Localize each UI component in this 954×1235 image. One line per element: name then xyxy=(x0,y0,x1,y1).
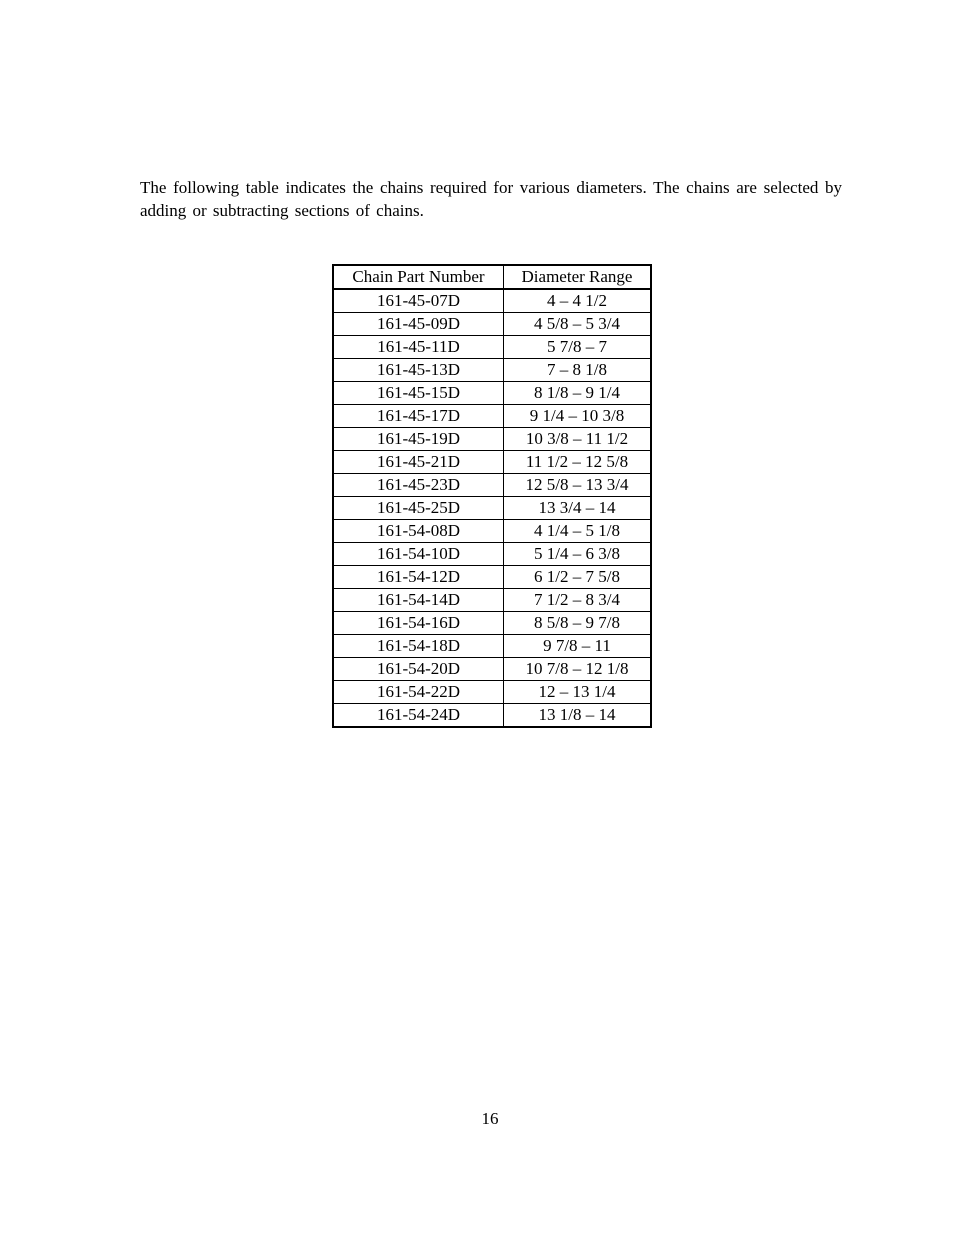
chain-part-number: 161-54-10D xyxy=(333,543,504,566)
diameter-range: 9 7/8 – 11 xyxy=(504,635,652,658)
header-chain-part-number: Chain Part Number xyxy=(333,265,504,289)
diameter-range: 4 1/4 – 5 1/8 xyxy=(504,520,652,543)
diameter-range: 12 5/8 – 13 3/4 xyxy=(504,474,652,497)
chain-diameter-table xyxy=(332,264,652,728)
table-row xyxy=(333,497,651,520)
chain-part-number: 161-54-18D xyxy=(333,635,504,658)
table-row xyxy=(333,382,651,405)
diameter-range: 11 1/2 – 12 5/8 xyxy=(504,451,652,474)
diameter-range: 7 – 8 1/8 xyxy=(504,359,652,382)
chain-part-number: 161-54-20D xyxy=(333,658,504,681)
table-row xyxy=(333,336,651,359)
table-row xyxy=(333,451,651,474)
table-row xyxy=(333,635,651,658)
chain-part-number: 161-45-07D xyxy=(333,289,504,313)
table-row xyxy=(333,405,651,428)
header-diameter-range: Diameter Range xyxy=(504,265,652,289)
diameter-range: 6 1/2 – 7 5/8 xyxy=(504,566,652,589)
diameter-range: 5 1/4 – 6 3/8 xyxy=(504,543,652,566)
table-row xyxy=(333,359,651,382)
chain-part-number: 161-45-25D xyxy=(333,497,504,520)
chain-part-number: 161-45-19D xyxy=(333,428,504,451)
chain-part-number: 161-45-23D xyxy=(333,474,504,497)
chain-part-number: 161-45-09D xyxy=(333,313,504,336)
table-body xyxy=(333,289,651,727)
diameter-range: 10 3/8 – 11 1/2 xyxy=(504,428,652,451)
table-row xyxy=(333,474,651,497)
diameter-range: 9 1/4 – 10 3/8 xyxy=(504,405,652,428)
table-header-row xyxy=(333,265,651,289)
table-row xyxy=(333,566,651,589)
intro-paragraph: The following table indicates the chains required for various diameters. The chains are selected by adding or subtracting sections of chains. xyxy=(140,178,842,220)
table-row xyxy=(333,543,651,566)
diameter-range: 10 7/8 – 12 1/8 xyxy=(504,658,652,681)
diameter-range: 4 – 4 1/2 xyxy=(504,289,652,313)
chain-part-number: 161-54-08D xyxy=(333,520,504,543)
table-row xyxy=(333,313,651,336)
table-row xyxy=(333,428,651,451)
diameter-range: 4 5/8 – 5 3/4 xyxy=(504,313,652,336)
chain-part-number: 161-45-21D xyxy=(333,451,504,474)
chain-part-number: 161-45-15D xyxy=(333,382,504,405)
chain-part-number: 161-54-12D xyxy=(333,566,504,589)
table-row xyxy=(333,520,651,543)
chain-part-number: 161-45-13D xyxy=(333,359,504,382)
table-row xyxy=(333,289,651,313)
table-row xyxy=(333,704,651,728)
diameter-range: 12 – 13 1/4 xyxy=(504,681,652,704)
chain-part-number: 161-54-22D xyxy=(333,681,504,704)
diameter-range: 13 1/8 – 14 xyxy=(504,704,652,728)
diameter-range: 13 3/4 – 14 xyxy=(504,497,652,520)
table-row xyxy=(333,589,651,612)
chain-part-number: 161-54-14D xyxy=(333,589,504,612)
diameter-range: 7 1/2 – 8 3/4 xyxy=(504,589,652,612)
table-row xyxy=(333,612,651,635)
chain-part-number: 161-54-16D xyxy=(333,612,504,635)
page-number: 16 xyxy=(481,1109,499,1128)
diameter-range: 8 5/8 – 9 7/8 xyxy=(504,612,652,635)
diameter-range: 8 1/8 – 9 1/4 xyxy=(504,382,652,405)
chain-part-number: 161-54-24D xyxy=(333,704,504,728)
chain-part-number: 161-45-11D xyxy=(333,336,504,359)
table-row xyxy=(333,658,651,681)
chain-part-number: 161-45-17D xyxy=(333,405,504,428)
table-row xyxy=(333,681,651,704)
diameter-range: 5 7/8 – 7 xyxy=(504,336,652,359)
